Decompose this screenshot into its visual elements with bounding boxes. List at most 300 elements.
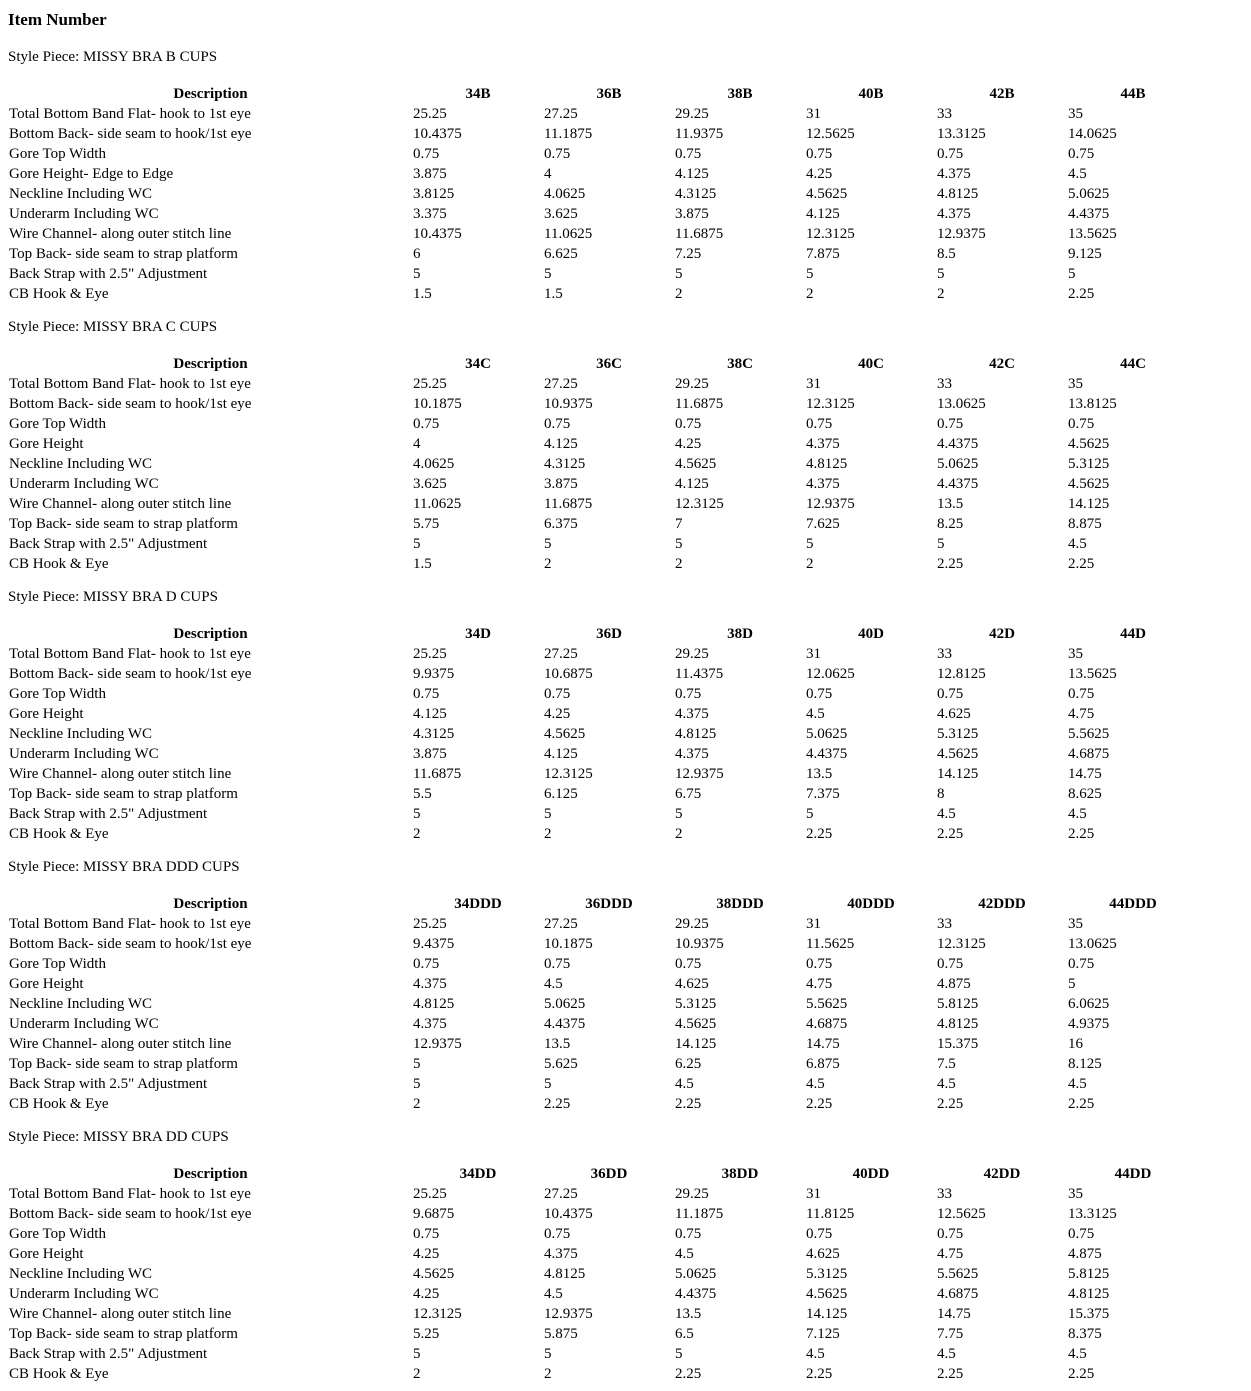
style-section: [8, 318, 1248, 574]
measurement-cell: 11.6875: [675, 396, 724, 412]
row-label: Bottom Back- side seam to hook/1st eye: [9, 396, 252, 412]
description-header: Description: [173, 626, 248, 642]
measurement-cell: 13.0625: [1068, 936, 1117, 952]
size-header: 34DD: [459, 1166, 497, 1182]
measurement-cell: 2.25: [1068, 556, 1095, 572]
row-label: Underarm Including WC: [9, 476, 159, 492]
measurement-cell: 6.75: [675, 786, 702, 802]
measurement-cell: 1.5: [413, 556, 432, 572]
measurement-table: [8, 894, 1198, 1114]
measurement-cell: 4.5625: [413, 1266, 455, 1282]
measurement-cell: 0.75: [806, 956, 833, 972]
measurement-cell: 4.5: [1068, 1076, 1087, 1092]
measurement-cell: 0.75: [413, 146, 440, 162]
measurement-cell: 12.9375: [413, 1036, 462, 1052]
row-label: Bottom Back- side seam to hook/1st eye: [9, 126, 252, 142]
row-label: Total Bottom Band Flat- hook to 1st eye: [9, 376, 251, 392]
measurement-cell: 5: [544, 1346, 552, 1362]
table-row: [8, 1244, 1198, 1264]
measurement-cell: 4.4375: [544, 1016, 586, 1032]
measurement-cell: 5.5: [413, 786, 432, 802]
measurement-cell: 5.0625: [1068, 186, 1110, 202]
measurement-cell: 4.375: [937, 166, 971, 182]
measurement-cell: 11.9375: [675, 126, 724, 142]
table-header-row: [8, 894, 1198, 914]
measurement-cell: 5: [1068, 266, 1076, 282]
measurement-cell: 0.75: [1068, 686, 1095, 702]
description-header: Description: [173, 1166, 248, 1182]
measurement-cell: 4.5: [675, 1076, 694, 1092]
row-label: Gore Height: [9, 436, 84, 452]
measurement-cell: 4.375: [413, 1016, 447, 1032]
measurement-cell: 4.3125: [675, 186, 717, 202]
measurement-cell: 4.8125: [806, 456, 848, 472]
measurement-cell: 14.125: [937, 766, 979, 782]
measurement-cell: 5.5625: [937, 1266, 979, 1282]
measurement-cell: 4.5: [806, 1346, 825, 1362]
measurement-cell: 4.5625: [675, 1016, 717, 1032]
size-header: 42DD: [983, 1166, 1021, 1182]
size-header: 42DDD: [978, 896, 1026, 912]
table-row: [8, 414, 1198, 434]
measurement-cell: 2: [806, 286, 814, 302]
measurement-cell: 6.125: [544, 786, 578, 802]
measurement-cell: 6.875: [806, 1056, 840, 1072]
measurement-cell: 11.4375: [675, 666, 724, 682]
row-label: Wire Channel- along outer stitch line: [9, 496, 232, 512]
measurement-cell: 4.8125: [937, 1016, 979, 1032]
measurement-cell: 25.25: [413, 646, 447, 662]
measurement-cell: 9.9375: [413, 666, 455, 682]
measurement-cell: 4.5: [1068, 806, 1087, 822]
measurement-cell: 0.75: [544, 416, 571, 432]
style-piece-line: [8, 858, 1248, 876]
table-row: [8, 664, 1198, 684]
measurement-cell: 5.875: [544, 1326, 578, 1342]
style-section: [8, 48, 1248, 304]
measurement-cell: 4.125: [413, 706, 447, 722]
measurement-cell: 9.125: [1068, 246, 1102, 262]
measurement-cell: 0.75: [1068, 416, 1095, 432]
row-label: Top Back- side seam to strap platform: [9, 786, 238, 802]
measurement-cell: 7.875: [806, 246, 840, 262]
measurement-cell: 8.125: [1068, 1056, 1102, 1072]
measurement-cell: 35: [1068, 1186, 1083, 1202]
measurement-cell: 11.1875: [675, 1206, 724, 1222]
measurement-cell: 14.75: [937, 1306, 971, 1322]
measurement-cell: 29.25: [675, 916, 709, 932]
measurement-cell: 4.375: [675, 746, 709, 762]
measurement-cell: 35: [1068, 646, 1083, 662]
table-row: [8, 1014, 1198, 1034]
measurement-cell: 3.375: [413, 206, 447, 222]
measurement-cell: 12.3125: [675, 496, 724, 512]
size-header: 34DDD: [454, 896, 502, 912]
measurement-cell: 0.75: [413, 956, 440, 972]
measurement-cell: 10.4375: [413, 226, 462, 242]
measurement-cell: 0.75: [675, 686, 702, 702]
size-header: 36C: [596, 356, 622, 372]
measurement-cell: 0.75: [544, 146, 571, 162]
table-row: [8, 1264, 1198, 1284]
table-row: [8, 744, 1198, 764]
table-row: [8, 934, 1198, 954]
measurement-cell: 8: [937, 786, 945, 802]
table-row: [8, 1324, 1198, 1344]
row-label: Wire Channel- along outer stitch line: [9, 766, 232, 782]
measurement-cell: 4.5625: [1068, 476, 1110, 492]
table-header-row: [8, 1164, 1198, 1184]
measurement-cell: 4.4375: [1068, 206, 1110, 222]
table-row: [8, 1304, 1198, 1324]
row-label: Back Strap with 2.5" Adjustment: [9, 806, 208, 822]
measurement-cell: 8.25: [937, 516, 964, 532]
measurement-cell: 5: [806, 806, 814, 822]
row-label: Back Strap with 2.5" Adjustment: [9, 1076, 208, 1092]
style-piece-name: MISSY BRA C CUPS: [83, 319, 218, 335]
measurement-cell: 0.75: [806, 686, 833, 702]
row-label: Gore Height: [9, 976, 84, 992]
measurement-table: [8, 1164, 1198, 1384]
measurement-cell: 10.4375: [544, 1206, 593, 1222]
row-label: Gore Height- Edge to Edge: [9, 166, 174, 182]
measurement-cell: 14.75: [1068, 766, 1102, 782]
measurement-cell: 2: [544, 556, 552, 572]
row-label: Bottom Back- side seam to hook/1st eye: [9, 666, 252, 682]
style-piece-line: [8, 1128, 1248, 1146]
measurement-cell: 35: [1068, 916, 1083, 932]
measurement-cell: 4.125: [675, 166, 709, 182]
measurement-cell: 4.4375: [675, 1286, 717, 1302]
style-section: [8, 588, 1248, 844]
table-row: [8, 784, 1198, 804]
table-row: [8, 1054, 1198, 1074]
measurement-cell: 0.75: [1068, 956, 1095, 972]
style-piece-label: Style Piece:: [8, 319, 80, 335]
style-section: [8, 1128, 1248, 1384]
measurement-cell: 12.9375: [937, 226, 986, 242]
description-header: Description: [173, 86, 248, 102]
measurement-cell: 4.5: [1068, 536, 1087, 552]
measurement-cell: 31: [806, 106, 821, 122]
table-row: [8, 1344, 1198, 1364]
measurement-cell: 0.75: [675, 956, 702, 972]
measurement-cell: 5.5625: [806, 996, 848, 1012]
measurement-cell: 4.9375: [1068, 1016, 1110, 1032]
measurement-cell: 8.5: [937, 246, 956, 262]
measurement-cell: 2.25: [675, 1366, 702, 1382]
measurement-cell: 5.3125: [806, 1266, 848, 1282]
measurement-cell: 1.5: [544, 286, 563, 302]
size-header: 34C: [465, 356, 491, 372]
table-row: [8, 554, 1198, 574]
table-header-row: [8, 624, 1198, 644]
table-row: [8, 264, 1198, 284]
table-row: [8, 724, 1198, 744]
row-label: CB Hook & Eye: [9, 286, 109, 302]
row-label: Total Bottom Band Flat- hook to 1st eye: [9, 106, 251, 122]
measurement-cell: 3.625: [544, 206, 578, 222]
measurement-cell: 5.3125: [675, 996, 717, 1012]
size-header: 38D: [727, 626, 753, 642]
measurement-cell: 0.75: [675, 416, 702, 432]
measurement-cell: 5.0625: [937, 456, 979, 472]
measurement-cell: 1.5: [413, 286, 432, 302]
measurement-cell: 0.75: [544, 956, 571, 972]
measurement-cell: 5.75: [413, 516, 440, 532]
row-label: Back Strap with 2.5" Adjustment: [9, 536, 208, 552]
measurement-cell: 4.5: [937, 806, 956, 822]
size-header: 36DDD: [585, 896, 633, 912]
measurement-cell: 2.25: [544, 1096, 571, 1112]
row-label: Neckline Including WC: [9, 996, 153, 1012]
row-label: Back Strap with 2.5" Adjustment: [9, 1346, 208, 1362]
table-row: [8, 434, 1198, 454]
measurement-cell: 5: [675, 1346, 683, 1362]
measurement-cell: 2.25: [937, 556, 964, 572]
measurement-cell: 13.5: [937, 496, 964, 512]
measurement-cell: 33: [937, 916, 952, 932]
measurement-cell: 2: [413, 1366, 421, 1382]
measurement-cell: 25.25: [413, 106, 447, 122]
measurement-cell: 12.9375: [675, 766, 724, 782]
measurement-cell: 31: [806, 916, 821, 932]
table-row: [8, 1364, 1198, 1384]
row-label: Gore Top Width: [9, 1226, 106, 1242]
measurement-cell: 5.0625: [806, 726, 848, 742]
measurement-cell: 12.3125: [544, 766, 593, 782]
size-header: 38DDD: [716, 896, 764, 912]
size-header: 34D: [465, 626, 491, 642]
measurement-cell: 2.25: [937, 826, 964, 842]
measurement-cell: 14.125: [1068, 496, 1110, 512]
measurement-cell: 12.5625: [806, 126, 855, 142]
measurement-cell: 4.125: [675, 476, 709, 492]
size-header: 40C: [858, 356, 884, 372]
row-label: Gore Top Width: [9, 686, 106, 702]
measurement-cell: 5: [675, 266, 683, 282]
table-row: [8, 1184, 1198, 1204]
measurement-cell: 5.0625: [544, 996, 586, 1012]
row-label: Underarm Including WC: [9, 206, 159, 222]
table-row: [8, 374, 1198, 394]
page-title: Item Number: [8, 10, 107, 29]
measurement-cell: 2: [675, 286, 683, 302]
measurement-cell: 14.0625: [1068, 126, 1117, 142]
size-header: 44D: [1120, 626, 1146, 642]
measurement-cell: 7.375: [806, 786, 840, 802]
size-header: 44C: [1120, 356, 1146, 372]
measurement-cell: 11.5625: [806, 936, 855, 952]
measurement-cell: 11.8125: [806, 1206, 855, 1222]
measurement-cell: 5.0625: [675, 1266, 717, 1282]
measurement-cell: 0.75: [675, 1226, 702, 1242]
measurement-cell: 4.5625: [806, 1286, 848, 1302]
measurement-cell: 2.25: [806, 826, 833, 842]
style-piece-name: MISSY BRA D CUPS: [83, 589, 218, 605]
measurement-cell: 4.5625: [937, 746, 979, 762]
row-label: CB Hook & Eye: [9, 1096, 109, 1112]
measurement-cell: 11.6875: [413, 766, 462, 782]
measurement-cell: 4.75: [937, 1246, 964, 1262]
table-row: [8, 824, 1198, 844]
measurement-cell: 0.75: [806, 416, 833, 432]
measurement-cell: 29.25: [675, 1186, 709, 1202]
measurement-cell: 4.5625: [544, 726, 586, 742]
measurement-cell: 12.9375: [544, 1306, 593, 1322]
size-header: 40B: [858, 86, 884, 102]
measurement-cell: 27.25: [544, 106, 578, 122]
measurement-cell: 4.5: [806, 1076, 825, 1092]
measurement-cell: 4.8125: [675, 726, 717, 742]
measurement-cell: 5: [806, 536, 814, 552]
measurement-cell: 9.6875: [413, 1206, 455, 1222]
measurement-cell: 3.875: [675, 206, 709, 222]
measurement-cell: 4.625: [806, 1246, 840, 1262]
measurement-cell: 31: [806, 646, 821, 662]
measurement-cell: 0.75: [413, 1226, 440, 1242]
style-piece-label: Style Piece:: [8, 589, 80, 605]
measurement-cell: 13.8125: [1068, 396, 1117, 412]
measurement-cell: 2.25: [1068, 826, 1095, 842]
table-row: [8, 204, 1198, 224]
measurement-cell: 4.25: [413, 1286, 440, 1302]
table-row: [8, 764, 1198, 784]
size-header: 36DD: [590, 1166, 628, 1182]
measurement-cell: 5: [544, 266, 552, 282]
measurement-cell: 29.25: [675, 646, 709, 662]
style-piece-name: MISSY BRA DDD CUPS: [83, 859, 240, 875]
measurement-cell: 11.0625: [544, 226, 593, 242]
measurement-cell: 5: [1068, 976, 1076, 992]
row-label: Top Back- side seam to strap platform: [9, 246, 238, 262]
measurement-cell: 4.375: [806, 436, 840, 452]
measurement-cell: 5: [413, 806, 421, 822]
table-row: [8, 224, 1198, 244]
row-label: Top Back- side seam to strap platform: [9, 516, 238, 532]
measurement-cell: 6.0625: [1068, 996, 1110, 1012]
table-row: [8, 164, 1198, 184]
measurement-cell: 5.25: [413, 1326, 440, 1342]
table-row: [8, 684, 1198, 704]
table-row: [8, 244, 1198, 264]
measurement-cell: 0.75: [806, 1226, 833, 1242]
measurement-cell: 8.875: [1068, 516, 1102, 532]
measurement-cell: 10.6875: [544, 666, 593, 682]
measurement-cell: 2: [413, 1096, 421, 1112]
table-row: [8, 1204, 1198, 1224]
style-piece-name: MISSY BRA DD CUPS: [83, 1129, 229, 1145]
measurement-cell: 29.25: [675, 376, 709, 392]
measurement-cell: 4.875: [1068, 1246, 1102, 1262]
size-header: 36D: [596, 626, 622, 642]
measurement-cell: 4.8125: [937, 186, 979, 202]
measurement-cell: 4.75: [806, 976, 833, 992]
style-piece-line: [8, 588, 1248, 606]
measurement-table: [8, 624, 1198, 844]
measurement-cell: 4.8125: [544, 1266, 586, 1282]
row-label: Top Back- side seam to strap platform: [9, 1056, 238, 1072]
measurement-cell: 12.5625: [937, 1206, 986, 1222]
measurement-cell: 13.5625: [1068, 226, 1117, 242]
row-label: Gore Top Width: [9, 146, 106, 162]
measurement-cell: 3.875: [544, 476, 578, 492]
measurement-cell: 4.3125: [413, 726, 455, 742]
measurement-cell: 5: [544, 1076, 552, 1092]
table-header-row: [8, 354, 1198, 374]
measurement-cell: 7.75: [937, 1326, 964, 1342]
measurement-cell: 33: [937, 376, 952, 392]
measurement-cell: 4.375: [937, 206, 971, 222]
table-row: [8, 104, 1198, 124]
measurement-cell: 7.5: [937, 1056, 956, 1072]
measurement-cell: 0.75: [937, 146, 964, 162]
measurement-cell: 0.75: [544, 1226, 571, 1242]
measurement-cell: 12.3125: [937, 936, 986, 952]
measurement-cell: 4.125: [544, 436, 578, 452]
size-header: 44DD: [1114, 1166, 1152, 1182]
measurement-cell: 2.25: [937, 1366, 964, 1382]
row-label: Back Strap with 2.5" Adjustment: [9, 266, 208, 282]
measurement-cell: 2.25: [806, 1366, 833, 1382]
measurement-cell: 0.75: [413, 686, 440, 702]
table-row: [8, 1094, 1198, 1114]
measurement-cell: 4.8125: [1068, 1286, 1110, 1302]
measurement-cell: 13.5: [806, 766, 833, 782]
measurement-cell: 5: [544, 536, 552, 552]
measurement-cell: 6.5: [675, 1326, 694, 1342]
measurement-cell: 2: [675, 556, 683, 572]
measurement-cell: 0.75: [413, 416, 440, 432]
measurement-cell: 2: [544, 1366, 552, 1382]
measurement-cell: 2: [544, 826, 552, 842]
row-label: Gore Top Width: [9, 416, 106, 432]
measurement-cell: 4.5: [937, 1346, 956, 1362]
measurement-cell: 2.25: [1068, 286, 1095, 302]
description-header: Description: [173, 356, 248, 372]
measurement-cell: 10.9375: [544, 396, 593, 412]
size-header: 42B: [989, 86, 1015, 102]
measurement-cell: 2.25: [675, 1096, 702, 1112]
measurement-cell: 4.25: [413, 1246, 440, 1262]
style-piece-line: [8, 318, 1248, 336]
size-header: 42D: [989, 626, 1015, 642]
size-header: 40DDD: [847, 896, 895, 912]
row-label: CB Hook & Eye: [9, 826, 109, 842]
measurement-cell: 2: [675, 826, 683, 842]
measurement-cell: 16: [1068, 1036, 1083, 1052]
measurement-cell: 5: [806, 266, 814, 282]
table-row: [8, 124, 1198, 144]
table-row: [8, 954, 1198, 974]
measurement-cell: 4.75: [1068, 706, 1095, 722]
measurement-cell: 7: [675, 516, 683, 532]
measurement-cell: 33: [937, 1186, 952, 1202]
size-header: 38B: [727, 86, 753, 102]
measurement-cell: 31: [806, 376, 821, 392]
size-header: 34B: [465, 86, 491, 102]
size-header: 44B: [1120, 86, 1146, 102]
table-row: [8, 144, 1198, 164]
row-label: Total Bottom Band Flat- hook to 1st eye: [9, 646, 251, 662]
measurement-cell: 5.5625: [1068, 726, 1110, 742]
row-label: Total Bottom Band Flat- hook to 1st eye: [9, 916, 251, 932]
measurement-cell: 0.75: [937, 416, 964, 432]
table-row: [8, 974, 1198, 994]
measurement-cell: 4.625: [937, 706, 971, 722]
measurement-cell: 4.3125: [544, 456, 586, 472]
measurement-cell: 35: [1068, 376, 1083, 392]
